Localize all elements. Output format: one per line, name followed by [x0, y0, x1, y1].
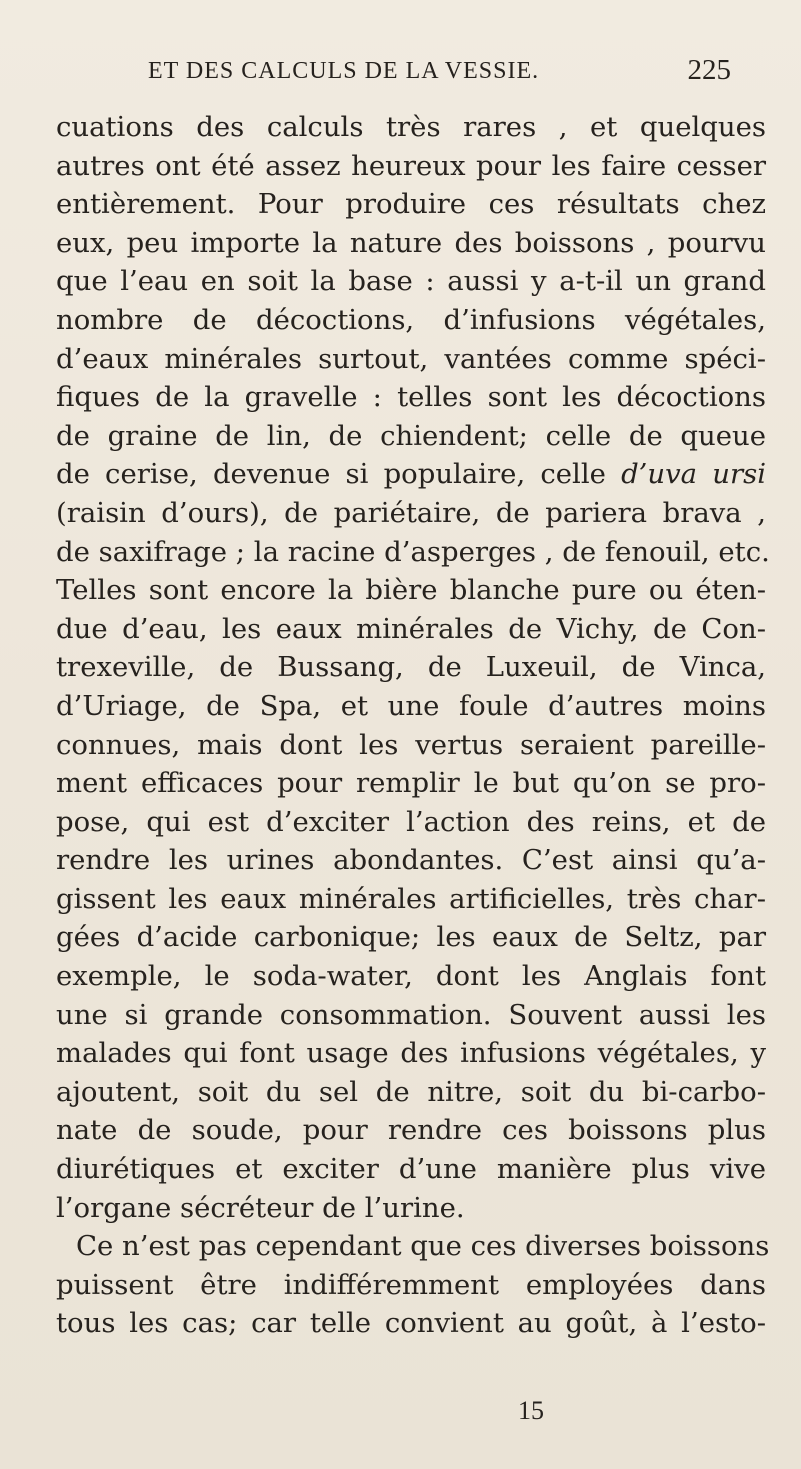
text-line	[56, 610, 766, 649]
text-line-content: ajoutent, soit du sel de nitre, soit du bi-carbo-	[56, 1075, 766, 1108]
text-line	[56, 1150, 766, 1189]
text-line	[56, 1073, 766, 1112]
text-line	[56, 1266, 766, 1305]
body-text	[56, 108, 770, 1343]
text-line-content: que l’eau en soit la base : aussi y a-t-il un grand	[56, 265, 766, 298]
text-line-content: trexeville, de Bussang, de Luxeuil, de Vinca,	[56, 651, 766, 684]
text-line-content: puissent être indifféremment employées dans	[56, 1268, 766, 1301]
text-line	[56, 1304, 766, 1343]
text-line	[56, 185, 766, 224]
running-head-title: ET DES CALCULS DE LA VESSIE.	[148, 58, 540, 84]
text-line-content: de graine de lin, de chiendent; celle de queue	[56, 419, 766, 452]
text-line	[56, 224, 766, 263]
text-line-content: de cerise, devenue si populaire, celle	[56, 458, 622, 491]
text-line	[56, 726, 766, 765]
text-line-content: gissent les eaux minérales artificielles, très char-	[56, 882, 766, 915]
text-line	[56, 378, 766, 417]
text-line-content: pose, qui est d’exciter l’action des reins, et de	[56, 805, 766, 838]
text-line	[56, 687, 766, 726]
text-line-content: gées d’acide carbonique; les eaux de Seltz, par	[56, 921, 766, 954]
text-line-content: Telles sont encore la bière blanche pure ou éten-	[56, 574, 766, 607]
text-line	[56, 1189, 766, 1228]
text-line	[56, 1227, 770, 1266]
text-line-content: autres ont été assez heureux pour les faire cesser	[56, 149, 766, 182]
text-line	[56, 455, 766, 494]
text-line-content: nate de soude, pour rendre ces boissons plus	[56, 1114, 766, 1147]
page-number: 225	[687, 54, 731, 86]
text-line	[56, 996, 766, 1035]
text-line-content: due d’eau, les eaux minérales de Vichy, de Con-	[56, 612, 766, 645]
text-line	[56, 417, 766, 456]
text-line	[56, 1111, 766, 1150]
text-line	[56, 957, 766, 996]
text-line	[56, 340, 766, 379]
text-line	[56, 262, 766, 301]
text-line	[56, 648, 766, 687]
text-line-content: d’eaux minérales surtout, vantées comme spéci-	[56, 342, 766, 375]
printer-signature-mark: 15	[518, 1396, 544, 1425]
text-line	[56, 108, 766, 147]
text-line-content: malades qui font usage des infusions végétales, y	[56, 1037, 766, 1070]
text-line-content: connues, mais dont les vertus seraient pareille-	[56, 728, 766, 761]
text-line	[56, 1034, 766, 1073]
text-line-content: entièrement. Pour produire ces résultats chez	[56, 188, 766, 221]
text-line	[56, 803, 766, 842]
text-line-content: fiques de la gravelle : telles sont les décoctions	[56, 381, 766, 414]
text-line-content: d’Uriage, de Spa, et une foule d’autres moins	[56, 689, 766, 722]
text-line-content: Ce n’est pas cependant que ces diverses boissons	[76, 1230, 770, 1263]
text-line	[56, 764, 766, 803]
text-line-content: (raisin d’ours), de pariétaire, de pariera brava ,	[56, 496, 766, 529]
text-line	[56, 494, 766, 533]
text-line-content: exemple, le soda-water, dont les Anglais font	[56, 960, 766, 993]
text-line-content: ment efficaces pour remplir le but qu’on se pro-	[56, 767, 766, 800]
text-line	[56, 918, 766, 957]
text-line-content: rendre les urines abondantes. C’est ainsi qu’a-	[56, 844, 766, 877]
text-line-content: une si grande consommation. Souvent aussi les	[56, 998, 766, 1031]
text-line	[56, 571, 766, 610]
text-line	[56, 533, 770, 572]
text-line	[56, 841, 766, 880]
text-line	[56, 301, 766, 340]
text-line-content: de saxifrage ; la racine d’asperges , de fenouil, etc.	[56, 535, 770, 568]
text-line-content: diurétiques et exciter d’une manière plus vive	[56, 1153, 766, 1186]
text-line-content: cuations des calculs très rares , et quelques	[56, 111, 766, 143]
text-line-content: l’organe sécréteur de l’urine.	[56, 1191, 465, 1224]
italic-term: d’uva ursi	[621, 458, 766, 491]
text-line-content: eux, peu importe la nature des boissons , pourvu	[56, 226, 766, 259]
running-head	[140, 54, 731, 98]
text-line	[56, 880, 766, 919]
text-line-content: nombre de décoctions, d’infusions végétales,	[56, 303, 766, 336]
text-line-content: tous les cas; car telle convient au goût, à l’esto-	[56, 1307, 766, 1340]
text-line	[56, 147, 766, 186]
